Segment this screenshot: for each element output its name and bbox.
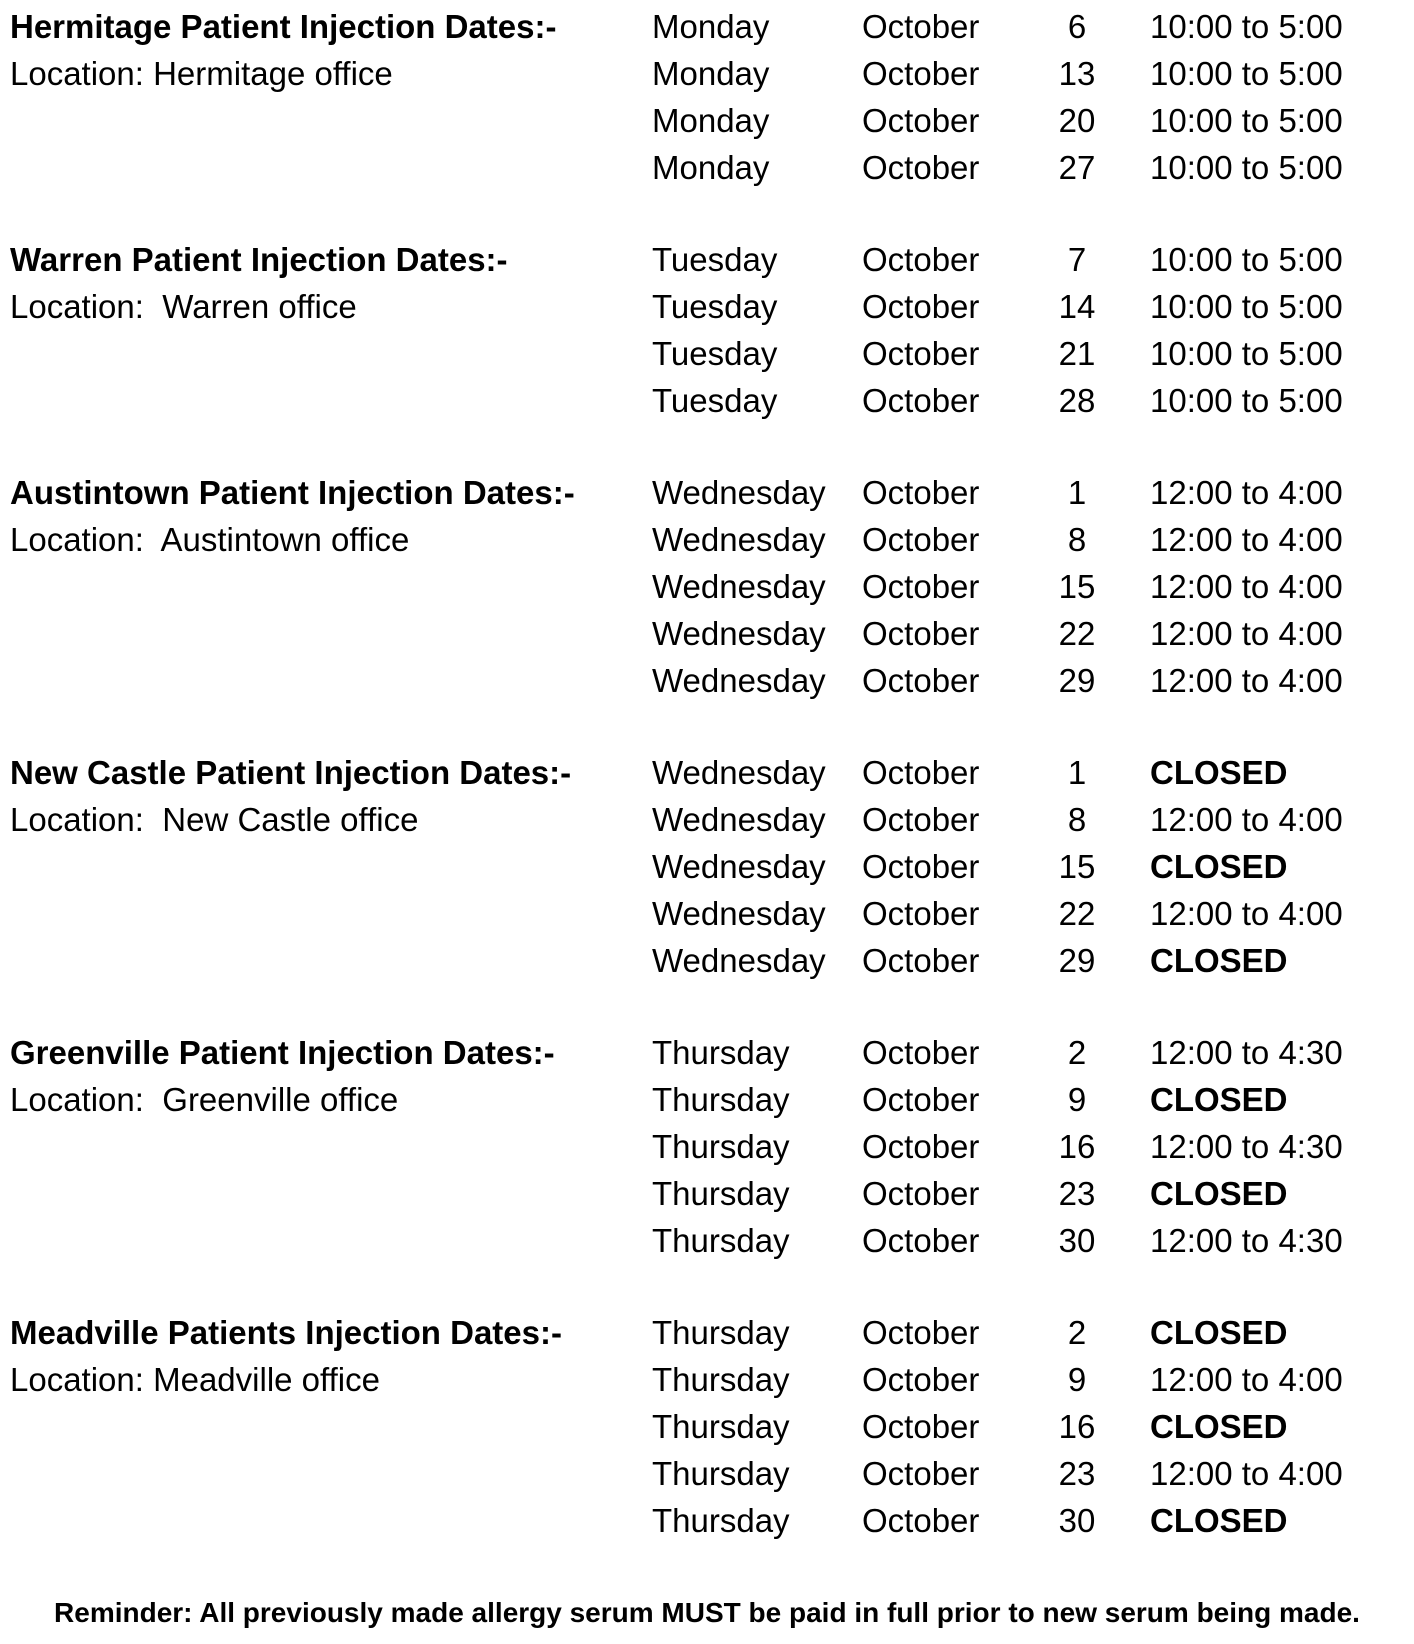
- row-month: October: [862, 1175, 980, 1212]
- row-month: October: [862, 615, 980, 652]
- row-time: 12:00 to 4:00: [1150, 474, 1343, 511]
- row-time: CLOSED: [1150, 1408, 1288, 1445]
- row-time: 12:00 to 4:30: [1150, 1222, 1343, 1259]
- row-date: 8: [1067, 521, 1087, 558]
- schedule-row: [0, 1170, 1414, 1217]
- schedule-row: [0, 1029, 1414, 1076]
- row-time: CLOSED: [1150, 1175, 1288, 1212]
- row-month: October: [862, 942, 980, 979]
- row-time: CLOSED: [1150, 1314, 1288, 1351]
- row-month: October: [862, 801, 980, 838]
- row-day: Thursday: [652, 1222, 790, 1259]
- row-date: 27: [1058, 149, 1096, 186]
- row-day: Monday: [652, 8, 770, 45]
- row-date: 9: [1067, 1361, 1087, 1398]
- row-day: Wednesday: [652, 895, 826, 932]
- row-month: October: [862, 241, 980, 278]
- row-date: 9: [1067, 1081, 1087, 1118]
- row-month: October: [862, 149, 980, 186]
- row-date: 23: [1058, 1175, 1096, 1212]
- row-time: 10:00 to 5:00: [1150, 288, 1343, 325]
- row-date: 2: [1067, 1314, 1087, 1351]
- row-date: 15: [1058, 848, 1096, 885]
- schedule-row: [0, 937, 1414, 984]
- location-section: [0, 749, 1414, 984]
- row-day: Monday: [652, 149, 770, 186]
- section-title: Meadville Patients Injection Dates:-: [10, 1314, 562, 1351]
- row-date: 14: [1058, 288, 1096, 325]
- row-time: 12:00 to 4:00: [1150, 895, 1343, 932]
- row-day: Thursday: [652, 1128, 790, 1165]
- schedule-row: [0, 1450, 1414, 1497]
- schedule-row: [0, 283, 1414, 330]
- schedule-row: [0, 890, 1414, 937]
- row-day: Tuesday: [652, 288, 778, 325]
- row-time: 12:00 to 4:30: [1150, 1128, 1343, 1165]
- row-day: Wednesday: [652, 521, 826, 558]
- row-day: Tuesday: [652, 382, 778, 419]
- row-time: CLOSED: [1150, 1502, 1288, 1539]
- row-time: CLOSED: [1150, 942, 1288, 979]
- schedule-row: [0, 1076, 1414, 1123]
- row-date: 6: [1067, 8, 1087, 45]
- schedule-row: [0, 469, 1414, 516]
- row-date: 30: [1058, 1222, 1096, 1259]
- row-day: Wednesday: [652, 662, 826, 699]
- row-date: 8: [1067, 801, 1087, 838]
- row-date: 16: [1058, 1128, 1096, 1165]
- location-section: [0, 1309, 1414, 1544]
- row-date: 1: [1067, 474, 1087, 511]
- schedule-row: [0, 330, 1414, 377]
- row-day: Wednesday: [652, 801, 826, 838]
- row-time: 10:00 to 5:00: [1150, 149, 1343, 186]
- section-location: Location: Austintown office: [10, 521, 410, 558]
- row-day: Wednesday: [652, 848, 826, 885]
- row-time: 12:00 to 4:00: [1150, 615, 1343, 652]
- schedule-row: [0, 749, 1414, 796]
- schedule-row: [0, 1403, 1414, 1450]
- section-title: Greenville Patient Injection Dates:-: [10, 1034, 555, 1071]
- row-time: 10:00 to 5:00: [1150, 241, 1343, 278]
- row-day: Tuesday: [652, 241, 778, 278]
- section-title: Austintown Patient Injection Dates:-: [10, 474, 575, 511]
- row-month: October: [862, 102, 980, 139]
- schedule-row: [0, 236, 1414, 283]
- row-date: 16: [1058, 1408, 1096, 1445]
- schedule-row: [0, 50, 1414, 97]
- row-date: 23: [1058, 1455, 1096, 1492]
- schedule-row: [0, 610, 1414, 657]
- row-time: CLOSED: [1150, 848, 1288, 885]
- row-month: October: [862, 1081, 980, 1118]
- row-time: CLOSED: [1150, 1081, 1288, 1118]
- row-month: October: [862, 1222, 980, 1259]
- row-date: 29: [1058, 662, 1096, 699]
- row-day: Wednesday: [652, 754, 826, 791]
- row-month: October: [862, 1314, 980, 1351]
- schedule-row: [0, 377, 1414, 424]
- row-time: 12:00 to 4:00: [1150, 521, 1343, 558]
- row-date: 21: [1058, 335, 1096, 372]
- row-time: 12:00 to 4:00: [1150, 568, 1343, 605]
- row-day: Wednesday: [652, 568, 826, 605]
- section-location: Location: Hermitage office: [10, 55, 393, 92]
- section-location: Location: New Castle office: [10, 801, 419, 838]
- row-month: October: [862, 521, 980, 558]
- reminder-note: Reminder: All previously made allergy serum MUST be paid in full prior to new serum being made.: [54, 1597, 1360, 1628]
- schedule-row: [0, 796, 1414, 843]
- row-date: 20: [1058, 102, 1096, 139]
- row-date: 1: [1067, 754, 1087, 791]
- row-day: Thursday: [652, 1314, 790, 1351]
- schedule-row: [0, 657, 1414, 704]
- row-day: Wednesday: [652, 615, 826, 652]
- row-month: October: [862, 1361, 980, 1398]
- row-time: 10:00 to 5:00: [1150, 335, 1343, 372]
- row-day: Thursday: [652, 1455, 790, 1492]
- row-time: 10:00 to 5:00: [1150, 8, 1343, 45]
- row-day: Monday: [652, 102, 770, 139]
- row-time: 10:00 to 5:00: [1150, 102, 1343, 139]
- row-month: October: [862, 1455, 980, 1492]
- row-month: October: [862, 288, 980, 325]
- row-month: October: [862, 1128, 980, 1165]
- section-location: Location: Meadville office: [10, 1361, 380, 1398]
- row-date: 30: [1058, 1502, 1096, 1539]
- row-time: 12:00 to 4:00: [1150, 801, 1343, 838]
- section-location: Location: Greenville office: [10, 1081, 399, 1118]
- row-time: 12:00 to 4:00: [1150, 1361, 1343, 1398]
- row-month: October: [862, 1408, 980, 1445]
- row-date: 22: [1058, 615, 1096, 652]
- row-month: October: [862, 474, 980, 511]
- row-month: October: [862, 1034, 980, 1071]
- schedule-row: [0, 97, 1414, 144]
- section-title: New Castle Patient Injection Dates:-: [10, 754, 572, 791]
- row-month: October: [862, 662, 980, 699]
- schedule-row: [0, 1309, 1414, 1356]
- row-month: October: [862, 1502, 980, 1539]
- row-month: October: [862, 55, 980, 92]
- row-day: Thursday: [652, 1034, 790, 1071]
- row-date: 2: [1067, 1034, 1087, 1071]
- location-section: [0, 1029, 1414, 1264]
- row-month: October: [862, 754, 980, 791]
- schedule-row: [0, 1356, 1414, 1403]
- row-date: 15: [1058, 568, 1096, 605]
- location-section: [0, 469, 1414, 704]
- schedule-row: [0, 1497, 1414, 1544]
- row-day: Wednesday: [652, 474, 826, 511]
- row-day: Thursday: [652, 1361, 790, 1398]
- row-month: October: [862, 382, 980, 419]
- schedule-row: [0, 563, 1414, 610]
- row-day: Tuesday: [652, 335, 778, 372]
- row-date: 7: [1067, 241, 1087, 278]
- row-month: October: [862, 335, 980, 372]
- schedule-row: [0, 1217, 1414, 1264]
- row-time: CLOSED: [1150, 754, 1288, 791]
- row-day: Monday: [652, 55, 770, 92]
- location-section: [0, 3, 1414, 191]
- row-time: 10:00 to 5:00: [1150, 382, 1343, 419]
- schedule-row: [0, 3, 1414, 50]
- row-month: October: [862, 8, 980, 45]
- row-date: 29: [1058, 942, 1096, 979]
- row-day: Thursday: [652, 1081, 790, 1118]
- row-time: 10:00 to 5:00: [1150, 55, 1343, 92]
- row-time: 12:00 to 4:00: [1150, 662, 1343, 699]
- row-day: Thursday: [652, 1502, 790, 1539]
- row-date: 28: [1058, 382, 1096, 419]
- row-month: October: [862, 848, 980, 885]
- schedule-row: [0, 1123, 1414, 1170]
- section-title: Warren Patient Injection Dates:-: [10, 241, 508, 278]
- row-month: October: [862, 568, 980, 605]
- section-title: Hermitage Patient Injection Dates:-: [10, 8, 557, 45]
- section-location: Location: Warren office: [10, 288, 357, 325]
- row-month: October: [862, 895, 980, 932]
- location-section: [0, 236, 1414, 424]
- row-date: 13: [1058, 55, 1096, 92]
- row-day: Wednesday: [652, 942, 826, 979]
- row-date: 22: [1058, 895, 1096, 932]
- row-day: Thursday: [652, 1408, 790, 1445]
- schedule-row: [0, 144, 1414, 191]
- schedule-row: [0, 843, 1414, 890]
- row-time: 12:00 to 4:00: [1150, 1455, 1343, 1492]
- row-time: 12:00 to 4:30: [1150, 1034, 1343, 1071]
- schedule-row: [0, 516, 1414, 563]
- row-day: Thursday: [652, 1175, 790, 1212]
